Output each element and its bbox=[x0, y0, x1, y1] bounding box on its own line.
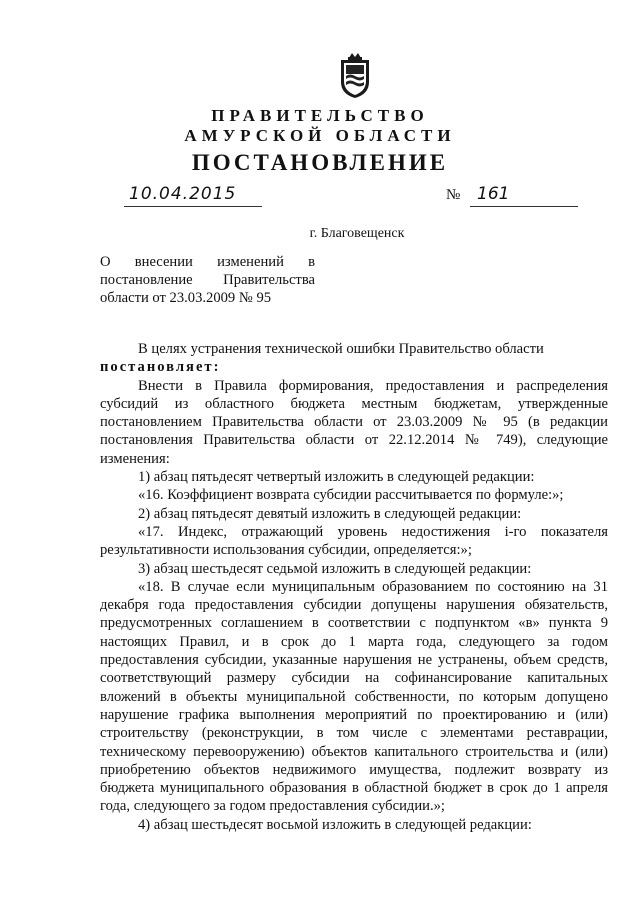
document-type: ПОСТАНОВЛЕНИЕ bbox=[191, 150, 449, 175]
document-number: 161 bbox=[477, 184, 510, 204]
org-line-2: АМУРСКОЙ ОБЛАСТИ bbox=[184, 126, 456, 145]
item-1-text: «16. Коэффициент возврата субсидии рассчитывается по формуле:»; bbox=[138, 487, 564, 504]
organization-name bbox=[0, 106, 640, 146]
item-1: 1) абзац пятьдесят четвертый изложить в следующей редакции: bbox=[138, 469, 535, 486]
number-underline bbox=[470, 205, 578, 207]
document-date: 10.04.2015 bbox=[129, 184, 237, 204]
date-underline bbox=[124, 205, 262, 207]
number-label: № bbox=[446, 187, 461, 203]
item-3-text: «18. В случае если муниципальным образованием по состоянию на 31 декабря года предоставления субсидии допущены нарушения обязательств, предусмотренных соглашением в соответствии с подпунктом «в» пункта 9 настоящих Правил, и в срок до 1 марта года, следующего за годом предоставления субсидии, указанные нарушения не устранены, объем средств, соответствующий размеру субсидии на софинансирование капитальных вложений в объекты муниципальной собственности, по которым допущено нарушение графика выполнения мероприятий по проектированию и (или) строительству (реконструкции, в том числе с элементами реставрации, техническому перевооружению) объектов капитального строительства и (или) приобретению объектов недвижимого имущества, подлежит возврату из бюджета муниципального образования в областной бюджет в срок до 1 апреля года, следующего за годом предоставления субсидии.»; bbox=[100, 578, 608, 815]
decree-word: постановляет: bbox=[100, 359, 221, 376]
coat-of-arms-icon bbox=[335, 52, 375, 100]
preamble: В целях устранения технической ошибки Правительство области bbox=[138, 341, 544, 357]
org-line-1: ПРАВИТЕЛЬСТВО bbox=[211, 106, 429, 125]
item-2: 2) абзац пятьдесят девятый изложить в следующей редакции: bbox=[138, 505, 522, 522]
document-subject bbox=[100, 253, 315, 307]
city: г. Благовещенск bbox=[309, 226, 405, 241]
item-4: 4) абзац шестьдесят восьмой изложить в следующей редакции: bbox=[138, 816, 532, 833]
subject-line: О внесении изменений в bbox=[100, 254, 315, 270]
subject-line: постановление Правительства bbox=[100, 272, 315, 288]
item-3: 3) абзац шестьдесят седьмой изложить в следующей редакции: bbox=[138, 560, 532, 577]
document-body bbox=[100, 340, 608, 834]
item-2-text: «17. Индекс, отражающий уровень недостижения i-го показателя результативности использования субсидии, определяется:»; bbox=[100, 523, 608, 559]
intro-paragraph: Внести в Правила формирования, предоставления и распределения субсидий из областного бюджета местным бюджетам, утвержденные постановлением Правительства области от 23.03.2009 № 95 (в редакции постановления Правительства области от 22.12.2014 № 749), следующие изменения: bbox=[100, 377, 608, 467]
subject-line: области от 23.03.2009 № 95 bbox=[100, 290, 272, 306]
